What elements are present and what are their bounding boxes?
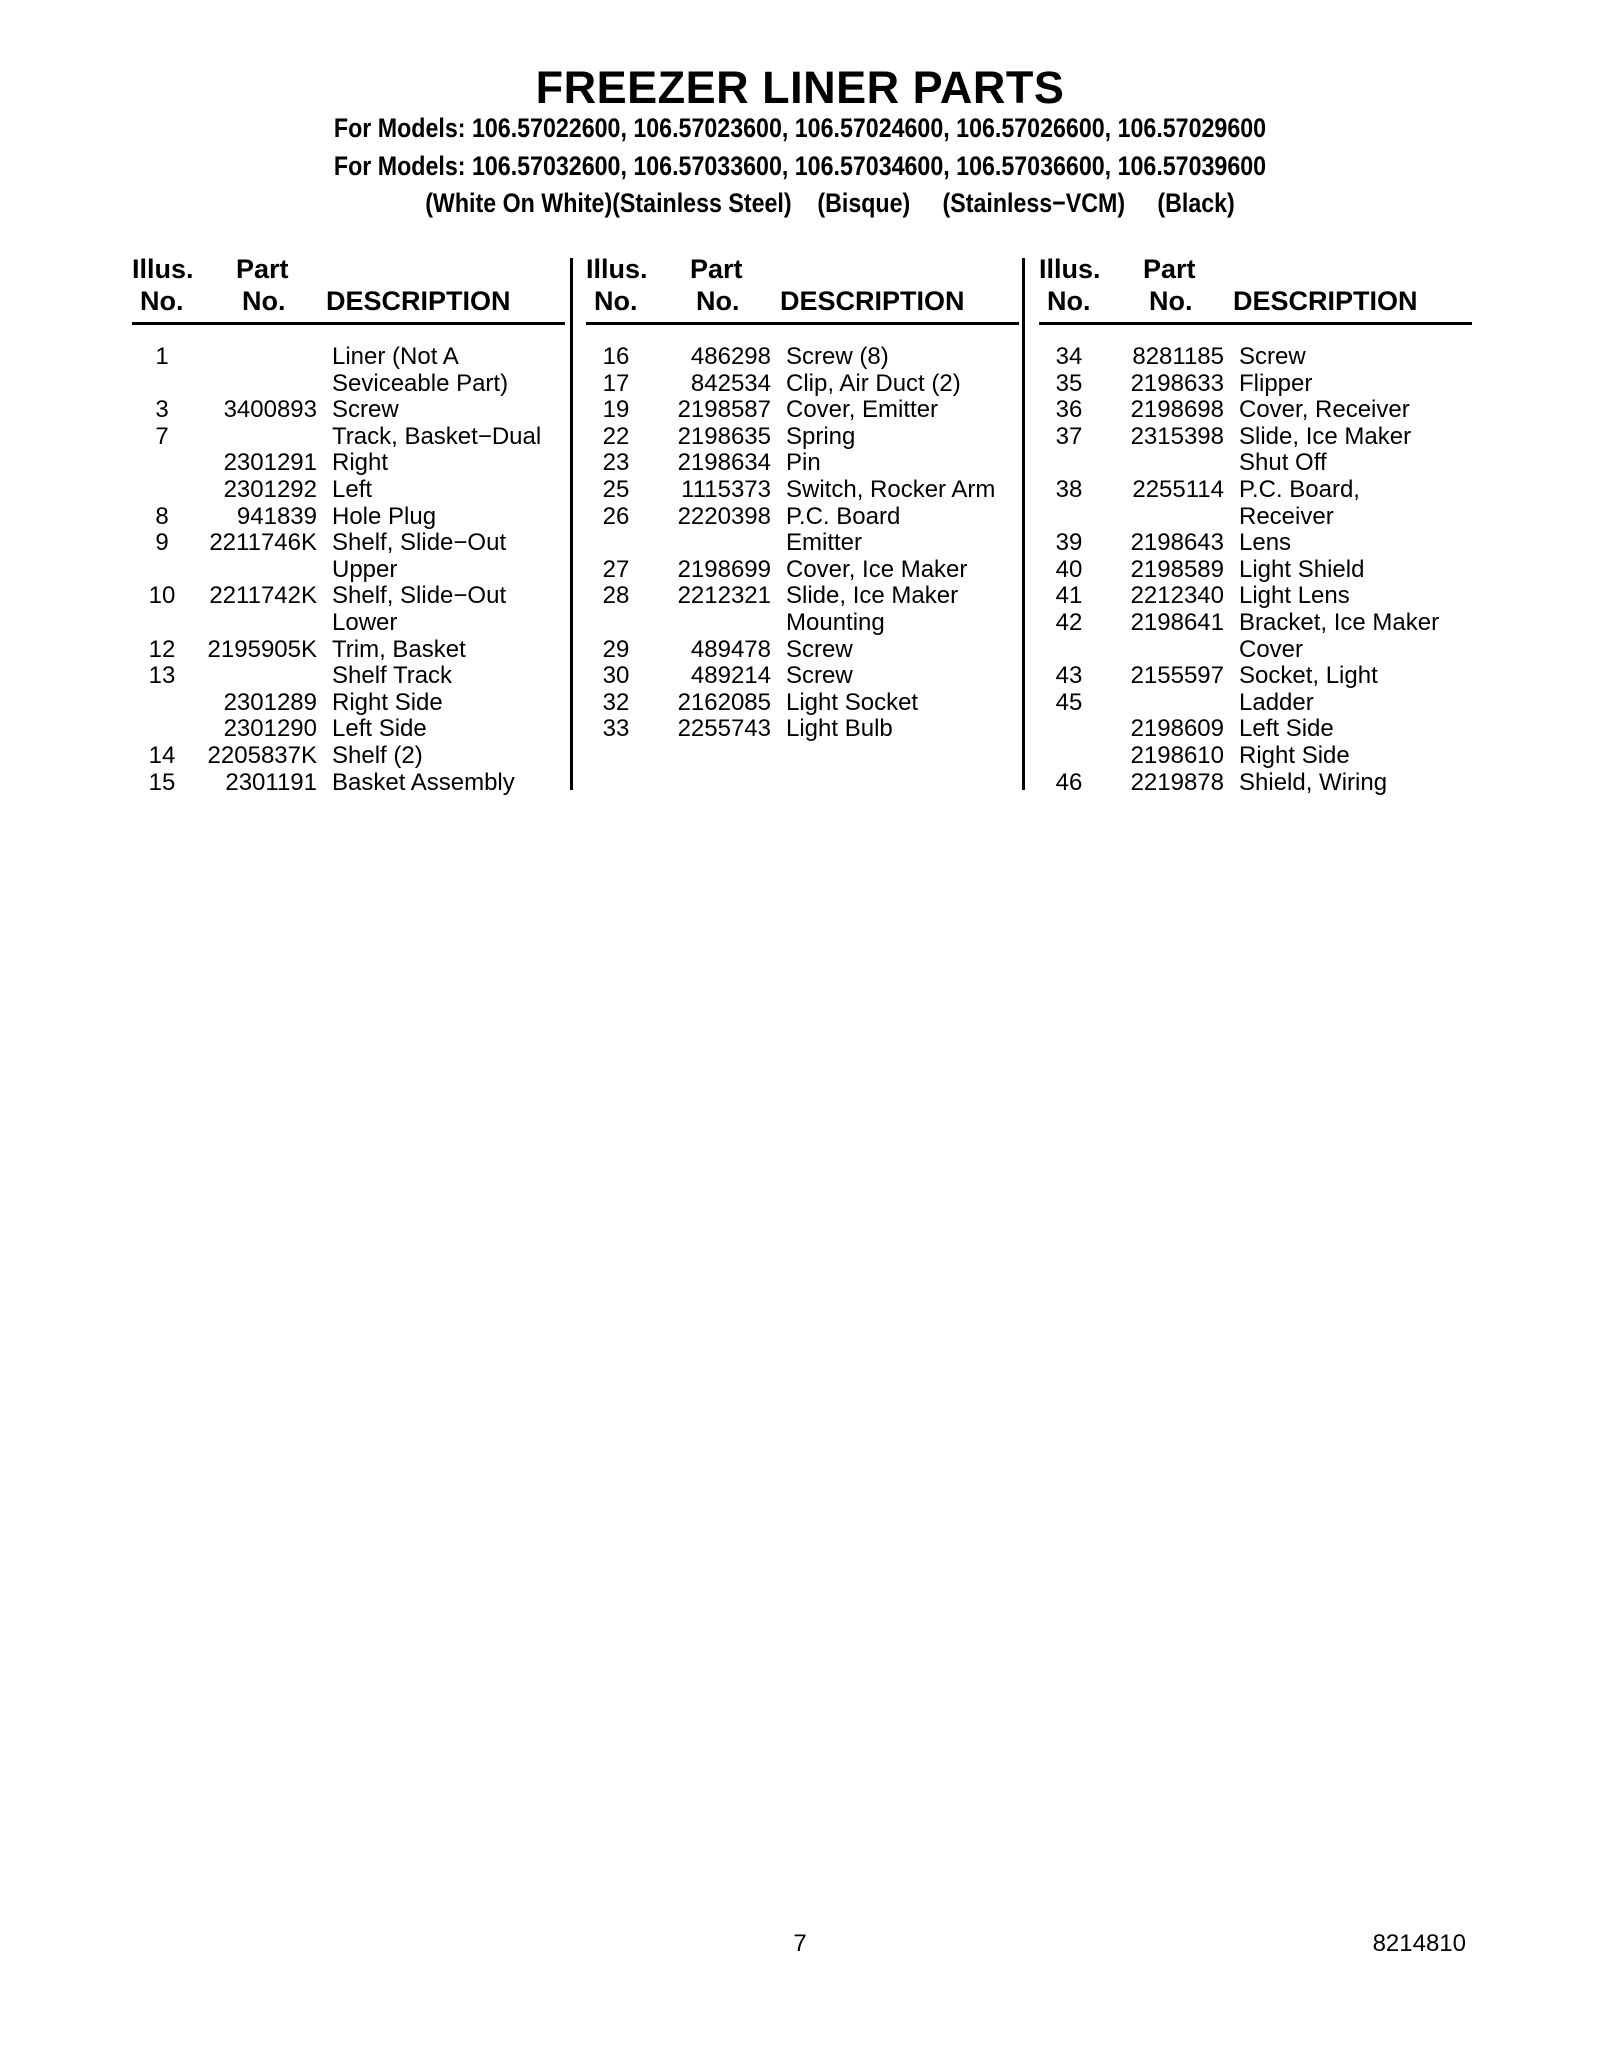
table-row <box>1039 662 1472 689</box>
illus-number: 40 <box>1055 555 1083 583</box>
header-description: DESCRIPTION <box>326 286 511 316</box>
part-number: 2301291 <box>223 449 317 477</box>
table-row <box>586 370 1019 397</box>
header-illus: Illus. <box>1039 254 1101 284</box>
document-number: 8214810 <box>1372 1930 1466 1957</box>
header-illus-no: No. <box>594 286 638 316</box>
part-number: 941839 <box>236 502 317 530</box>
table-row <box>586 449 1019 476</box>
table-row <box>1039 396 1472 423</box>
part-number: 2198633 <box>1130 369 1224 397</box>
part-number: 2198699 <box>677 555 771 583</box>
part-description: Screw <box>332 396 399 424</box>
header-illus: Illus. <box>586 254 648 284</box>
part-description: Lens <box>1239 529 1292 557</box>
part-number: 2198698 <box>1130 396 1224 424</box>
part-description: Screw <box>786 635 853 663</box>
part-number: 2255743 <box>677 715 771 743</box>
illus-number: 19 <box>602 396 630 424</box>
column-divider <box>1022 258 1025 790</box>
table-row <box>1039 636 1472 663</box>
illus-number: 16 <box>602 343 630 370</box>
part-description: Basket Assembly <box>332 768 515 796</box>
illus-number: 45 <box>1055 688 1083 716</box>
illus-number: 27 <box>602 555 630 583</box>
illus-number: 26 <box>602 502 630 530</box>
table-row <box>1039 556 1472 583</box>
illus-number: 37 <box>1055 422 1083 450</box>
part-description: Switch, Rocker Arm <box>786 475 996 503</box>
column-divider <box>570 258 573 790</box>
header-part: Part <box>1143 254 1196 284</box>
part-description: Slide, Ice Maker <box>1239 422 1412 450</box>
table-row <box>1039 769 1472 796</box>
part-description: Left <box>332 475 373 503</box>
illus-number: 7 <box>155 422 169 450</box>
column-header <box>586 254 1019 325</box>
part-description: Screw (8) <box>786 343 889 370</box>
parts-column-2 <box>586 254 1019 742</box>
illus-number: 14 <box>148 741 176 769</box>
part-number: 2198643 <box>1130 529 1224 557</box>
illus-number: 36 <box>1055 396 1083 424</box>
illus-number: 32 <box>602 688 630 716</box>
part-description: Right <box>332 449 389 477</box>
finishes-line: (White On White)(Stainless Steel) (Bisque) (Stainless−VCM) (Black) <box>425 188 1235 218</box>
table-row <box>1039 449 1472 476</box>
illus-number: 3 <box>155 396 169 424</box>
table-row <box>586 476 1019 503</box>
table-row <box>132 582 565 609</box>
table-row <box>132 396 565 423</box>
illus-number: 38 <box>1055 475 1083 503</box>
illus-number: 28 <box>602 582 630 610</box>
part-number: 2212321 <box>677 582 771 610</box>
illus-number: 34 <box>1055 343 1083 370</box>
part-number: 2198635 <box>677 422 771 450</box>
part-number: 2301290 <box>223 715 317 743</box>
part-number: 2301289 <box>223 688 317 716</box>
part-number: 2205837K <box>207 741 317 769</box>
part-description: Socket, Light <box>1239 662 1378 690</box>
illus-number: 39 <box>1055 529 1083 557</box>
table-row <box>132 662 565 689</box>
table-row <box>1039 689 1472 716</box>
part-description: Flipper <box>1239 369 1313 397</box>
part-number: 1115373 <box>681 475 771 503</box>
part-description: Emitter <box>786 529 863 557</box>
table-row <box>586 396 1019 423</box>
illus-number: 42 <box>1055 608 1083 636</box>
part-description: Left Side <box>332 715 427 743</box>
part-description: Liner (Not A <box>332 343 459 370</box>
models-line-1: For Models: 106.57022600, 106.57023600, 106.57024600, 106.57026600, 106.57029600 <box>333 113 1267 143</box>
part-description: Cover, Emitter <box>786 396 939 424</box>
table-row <box>1039 370 1472 397</box>
table-row <box>1039 529 1472 556</box>
header-illus: Illus. <box>132 254 194 284</box>
table-row <box>586 609 1019 636</box>
header-part-no: No. <box>696 286 740 316</box>
table-row <box>586 503 1019 530</box>
header-part: Part <box>236 254 289 284</box>
part-number: 2155597 <box>1130 662 1224 690</box>
table-row <box>1039 582 1472 609</box>
table-row <box>1039 742 1472 769</box>
header-illus-no: No. <box>140 286 184 316</box>
table-row <box>132 449 565 476</box>
table-row <box>586 556 1019 583</box>
part-description: Hole Plug <box>332 502 437 530</box>
table-row <box>586 423 1019 450</box>
table-row <box>586 582 1019 609</box>
part-description: Shelf, Slide−Out <box>332 582 507 610</box>
part-description: Shield, Wiring <box>1239 768 1388 796</box>
parts-rows <box>132 343 565 795</box>
part-description: Shut Off <box>1239 449 1327 477</box>
illus-number: 12 <box>148 635 176 663</box>
part-description: Pin <box>786 449 821 477</box>
table-row <box>586 343 1019 370</box>
header-part-no: No. <box>1149 286 1193 316</box>
part-number: 2198609 <box>1130 715 1224 743</box>
part-description: Left Side <box>1239 715 1334 743</box>
page-number: 7 <box>793 1930 807 1957</box>
part-description: Receiver <box>1239 502 1334 530</box>
illus-number: 35 <box>1055 369 1083 397</box>
part-description: P.C. Board <box>786 502 901 530</box>
table-row <box>132 423 565 450</box>
part-number: 489214 <box>690 662 771 690</box>
table-row <box>1039 715 1472 742</box>
table-row <box>1039 423 1472 450</box>
illus-number: 25 <box>602 475 630 503</box>
part-number: 2315398 <box>1130 422 1224 450</box>
table-row <box>1039 503 1472 530</box>
table-row <box>586 689 1019 716</box>
part-description: Cover, Ice Maker <box>786 555 968 583</box>
part-description: Light Socket <box>786 688 919 716</box>
part-description: Shelf (2) <box>332 741 423 769</box>
illus-number: 43 <box>1055 662 1083 690</box>
illus-number: 30 <box>602 662 630 690</box>
table-row <box>132 742 565 769</box>
column-header <box>132 254 565 325</box>
illus-number: 1 <box>155 343 169 370</box>
part-description: Spring <box>786 422 856 450</box>
illus-number: 23 <box>602 449 630 477</box>
part-number: 489478 <box>690 635 771 663</box>
part-description: Upper <box>332 555 398 583</box>
part-number: 486298 <box>690 343 771 370</box>
part-description: Screw <box>1239 343 1306 370</box>
table-row <box>132 370 565 397</box>
illus-number: 33 <box>602 715 630 743</box>
illus-number: 15 <box>148 768 176 796</box>
table-row <box>586 662 1019 689</box>
header-description: DESCRIPTION <box>1233 286 1418 316</box>
illus-number: 8 <box>155 502 169 530</box>
part-description: Light Bulb <box>786 715 893 743</box>
part-number: 2219878 <box>1130 768 1224 796</box>
parts-rows <box>586 343 1019 742</box>
table-row <box>586 715 1019 742</box>
part-number: 2198634 <box>677 449 771 477</box>
models-line-2: For Models: 106.57032600, 106.57033600, 106.57034600, 106.57036600, 106.57039600 <box>333 151 1267 181</box>
part-number: 2198587 <box>677 396 771 424</box>
header-part-no: No. <box>242 286 286 316</box>
table-row <box>132 476 565 503</box>
illus-number: 29 <box>602 635 630 663</box>
parts-column-1 <box>132 254 565 795</box>
part-number: 2220398 <box>677 502 771 530</box>
part-number: 2212340 <box>1130 582 1224 610</box>
header-part: Part <box>690 254 743 284</box>
part-description: Light Lens <box>1239 582 1350 610</box>
illus-number: 9 <box>155 529 169 557</box>
illus-number: 41 <box>1055 582 1083 610</box>
part-description: Seviceable Part) <box>332 369 509 397</box>
part-description: Right Side <box>332 688 443 716</box>
part-number: 842534 <box>690 369 771 397</box>
part-number: 2211746K <box>209 529 317 557</box>
part-description: P.C. Board, <box>1239 475 1360 503</box>
table-row <box>1039 476 1472 503</box>
header-description: DESCRIPTION <box>780 286 965 316</box>
table-row <box>132 689 565 716</box>
part-description: Cover, Receiver <box>1239 396 1410 424</box>
table-row <box>586 636 1019 663</box>
illus-number: 17 <box>602 369 630 397</box>
part-number: 2195905K <box>207 635 317 663</box>
part-description: Right Side <box>1239 741 1350 769</box>
table-row <box>1039 609 1472 636</box>
table-row <box>132 503 565 530</box>
table-row <box>132 715 565 742</box>
part-description: Slide, Ice Maker <box>786 582 959 610</box>
parts-rows <box>1039 343 1472 795</box>
part-description: Shelf Track <box>332 662 453 690</box>
part-description: Ladder <box>1239 688 1314 716</box>
part-number: 2301191 <box>225 768 317 796</box>
part-number: 2255114 <box>1132 475 1224 503</box>
table-row <box>132 636 565 663</box>
illus-number: 46 <box>1055 768 1083 796</box>
table-row <box>132 769 565 796</box>
part-description: Shelf, Slide−Out <box>332 529 507 557</box>
part-number: 2198610 <box>1130 741 1224 769</box>
table-row <box>132 556 565 583</box>
part-description: Screw <box>786 662 853 690</box>
part-description: Mounting <box>786 608 885 636</box>
part-description: Lower <box>332 608 398 636</box>
table-row <box>586 529 1019 556</box>
part-number: 2301292 <box>223 475 317 503</box>
illus-number: 22 <box>602 422 630 450</box>
table-row <box>132 343 565 370</box>
part-description: Light Shield <box>1239 555 1365 583</box>
part-number: 3400893 <box>223 396 317 424</box>
part-description: Bracket, Ice Maker <box>1239 608 1440 636</box>
column-header <box>1039 254 1472 325</box>
part-number: 2211742K <box>209 582 317 610</box>
part-number: 2198641 <box>1130 608 1224 636</box>
part-description: Clip, Air Duct (2) <box>786 369 961 397</box>
parts-column-3 <box>1039 254 1472 795</box>
table-row <box>132 609 565 636</box>
part-number: 8281185 <box>1132 343 1224 370</box>
part-description: Cover <box>1239 635 1304 663</box>
part-description: Track, Basket−Dual <box>332 422 542 450</box>
illus-number: 13 <box>148 662 176 690</box>
header-illus-no: No. <box>1047 286 1091 316</box>
part-description: Trim, Basket <box>332 635 466 663</box>
page-title: FREEZER LINER PARTS <box>535 62 1065 113</box>
part-number: 2162085 <box>677 688 771 716</box>
table-row <box>132 529 565 556</box>
table-row <box>1039 343 1472 370</box>
illus-number: 10 <box>148 582 176 610</box>
part-number: 2198589 <box>1130 555 1224 583</box>
